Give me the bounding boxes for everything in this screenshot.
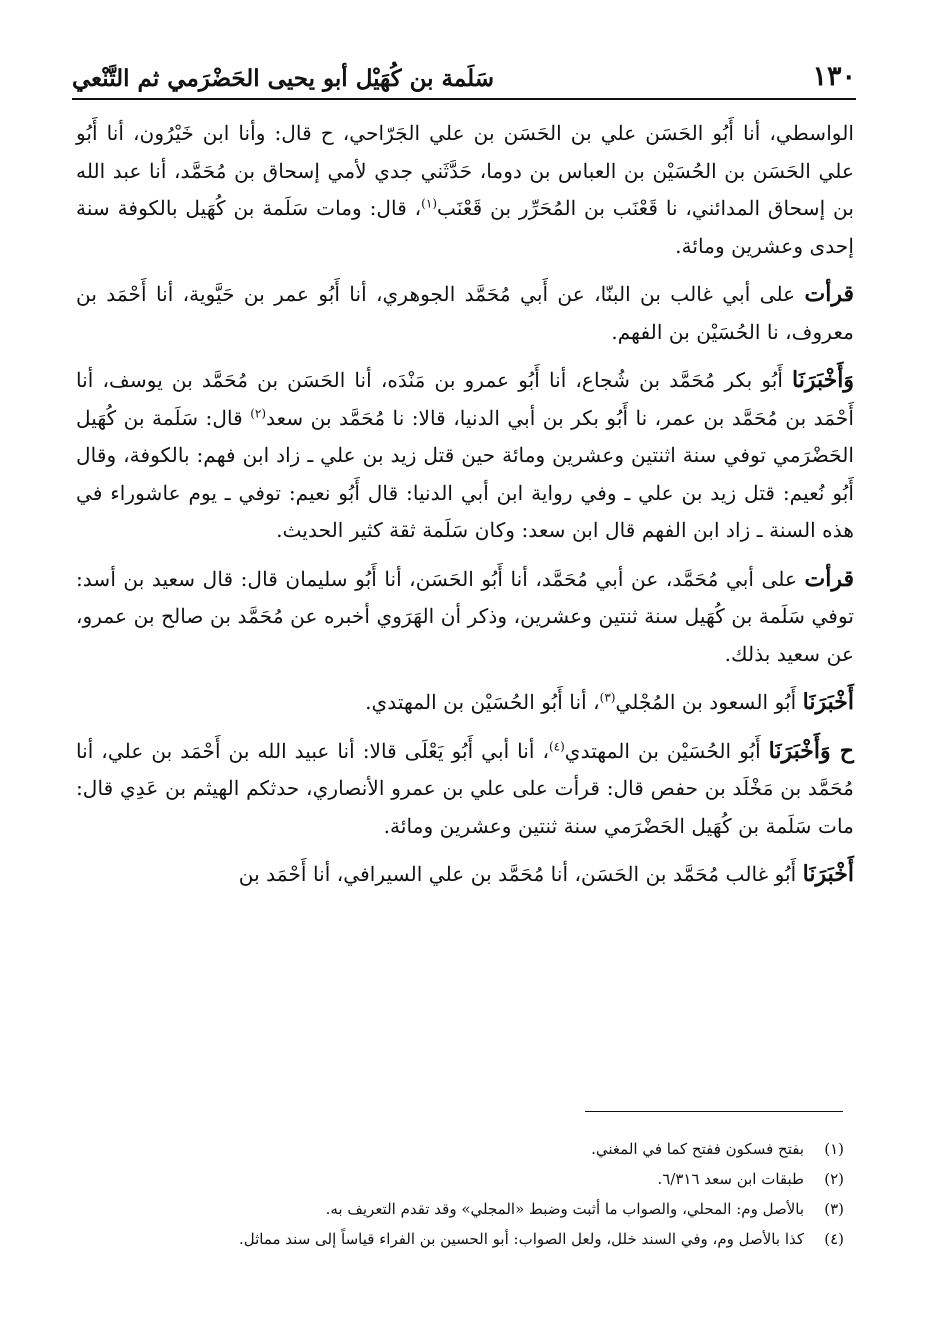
paragraph-lead: وَأَخْبَرَنَا [792, 367, 854, 393]
footnote-text: طبقات ابن سعد ٦/٣١٦. [657, 1170, 804, 1188]
footnotes [76, 1134, 844, 1254]
paragraph-text: أَبُو بكر مُحَمَّد بن شُجاع، أنا أَبُو عمرو بن مَنْدَه، أنا الحَسَن بن مُحَمَّد بن يوسف، أنا أَحْمَد بن مُحَمَّد بن عمر، نا أَبُو بكر بن أبي الدنيا، قالا: نا مُحَمَّد بن سعد [76, 368, 855, 430]
paragraph-text-after: قال: سَلَمة بن كُهَيل الحَضْرَمي توفي سنة اثنتين وعشرين ومائة حين قتل زيد بن علي ـ زاد ابن فهم: بالكوفة، وقال أَبُو نُعيم: قتل زيد بن علي ـ وفي رواية ابن أبي الدنيا: قال أَبُو نعيم: توفي ـ يوم عاشوراء في هذه السنة ـ زاد ابن الفهم قال ابن سعد: وكان سَلَمة ثقة كثير الحديث. [76, 405, 854, 542]
footnote-ref: (١) [421, 196, 437, 211]
footnote-divider [585, 1111, 843, 1112]
paragraph-2 [76, 276, 854, 351]
footnote-4 [76, 1224, 844, 1254]
page-number: ١٣٠ [812, 61, 856, 92]
main-text [76, 115, 854, 894]
paragraph-text: على أبي غالب بن البنّا، عن أَبي مُحَمَّد الجوهري، أنا أَبُو عمر بن حَيَّوية، أنا أَحْمَد بن معروف، نا الحُسَيْن بن الفهم. [76, 282, 854, 344]
paragraph-3 [76, 362, 854, 550]
page-header [72, 52, 856, 100]
paragraph-text: الواسطي، أنا أَبُو الحَسَن علي بن الحَسَن بن علي الجَرّاحي، ح قال: وأنا ابن خَيْرُون، أنا أَبُو علي الحَسَن بن الحُسَيْن بن العباس بن دوما، حَدَّثَني جدي لأمي إسحاق بن مُحَمَّد، أنا عبد الله بن إسحاق المدائني، نا قَعْنَب بن المُحَرِّر بن قَعْنَب [76, 121, 855, 220]
paragraph-lead: ح وَأَخْبَرَنَا [768, 737, 854, 764]
paragraph-lead: قرأت [804, 565, 854, 592]
paragraph-text: أَبُو الحُسَيْن بن المهتدي [564, 738, 769, 763]
paragraph-text: أَبُو غالب مُحَمَّد بن الحَسَن، أنا مُحَمَّد بن علي السيرافي، أنا أَحْمَد بن [238, 862, 803, 886]
footnote-3 [76, 1194, 844, 1224]
paragraph-6 [76, 733, 854, 846]
footnote-text: كذا بالأصل وم، وفي السند خلل، ولعل الصواب: أبو الحسين بن الفراء قياساً إلى سند مماثل. [238, 1230, 804, 1248]
paragraph-5 [76, 684, 854, 722]
footnote-text: بفتح فسكون ففتح كما في المغني. [591, 1140, 804, 1158]
footnote-ref: (٢) [250, 405, 267, 420]
paragraph-text-after: ، أنا أبي أَبُو يَعْلَى قالا: أنا عبيد الله بن أَحْمَد بن علي، أنا مُحَمَّد بن مَخْلَد بن حفص قال: قرأت على علي بن عمرو الأنصاري، حدثكم الهيثم بن عَدِي قال: مات سَلَمة بن كُهَيل الحَضْرَمي سنة ثنتين وعشرين ومائة. [76, 738, 854, 838]
paragraph-lead: أَخْبَرَنَا [802, 689, 854, 715]
paragraph-text-after: ، أنا أَبُو الحُسَيْن بن المهتدي. [365, 690, 600, 714]
paragraph-7 [76, 856, 854, 894]
footnote-number: (٢) [824, 1170, 844, 1188]
paragraph-1 [76, 115, 854, 265]
footnote-number: (٣) [824, 1200, 844, 1218]
footnote-ref: (٤) [548, 738, 565, 753]
paragraph-text-after: ، قال: ومات سَلَمة بن كُهَيل بالكوفة سنة إحدى وعشرين ومائة. [76, 196, 854, 258]
footnote-ref: (٣) [599, 690, 616, 705]
footnote-number: (١) [824, 1140, 844, 1158]
footnote-2 [76, 1164, 844, 1194]
running-title: سَلَمة بن كُهَيْل أبو يحيى الحَضْرَمي ثم التَّنْعي [72, 65, 495, 92]
paragraph-4 [76, 561, 854, 674]
paragraph-text: على أبي مُحَمَّد، عن أبي مُحَمَّد، أنا أَبُو الحَسَن، أنا أَبُو سليمان قال: قال سعيد بن أسد: توفي سَلَمة بن كُهَيل سنة ثنتين وعشرين، وذكر أن الهَرَوي أخبره عن مُحَمَّد بن صالح بن عمرو، عن سعيد بذلك. [76, 566, 854, 666]
paragraph-text: أَبُو السعود بن المُجْلي [615, 690, 803, 714]
paragraph-lead: أَخْبَرَنَا [802, 861, 854, 887]
footnote-number: (٤) [824, 1230, 844, 1248]
footnote-1 [76, 1134, 844, 1164]
footnote-text: بالأصل وم: المحلي، والصواب ما أثبت وضبط «المجلي» وقد تقدم التعريف به. [325, 1200, 804, 1218]
paragraph-lead: قرأت [804, 281, 854, 307]
